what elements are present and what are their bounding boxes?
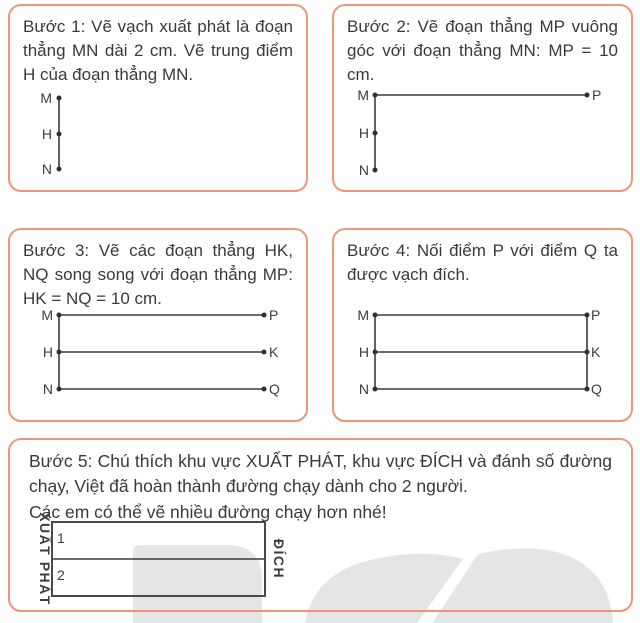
point-label-p: P	[592, 87, 602, 103]
point-label-p: P	[269, 307, 279, 323]
point-label-m: M	[41, 307, 53, 323]
point-label-k: K	[591, 344, 601, 360]
step-2-panel	[332, 4, 633, 192]
step-1-text: Bước 1: Vẽ vạch xuất phát là đoạn thẳng MN dài 2 cm. Vẽ trung điểm H của đoạn thẳng MN.	[23, 17, 293, 84]
step-2-diagram	[334, 6, 635, 194]
step-4-text: Bước 4: Nối điểm P với điểm Q ta được vạch đích.	[347, 241, 618, 284]
step-5-text: Bước 5: Chú thích khu vực XUẤT PHÁT, khu vực ĐÍCH và đánh số đường chạy, Việt đã hoàn thành đường chạy dành cho 2 người.	[29, 451, 612, 496]
lane-2-number: 2	[57, 567, 65, 583]
step-4-diagram	[334, 230, 635, 424]
step-1-panel	[8, 4, 308, 192]
start-area-label: XUẤT PHÁT	[37, 512, 53, 606]
point-label-h: H	[358, 344, 369, 360]
step-3-text: Bước 3: Vẽ các đoạn thẳng HK, NQ song song với đoạn thẳng MP: HK = NQ = 10 cm.	[23, 241, 293, 308]
point-label-n: N	[358, 381, 369, 397]
point-label-n: N	[358, 162, 369, 178]
finish-area-label: ĐÍCH	[271, 538, 287, 580]
step-2-text: Bước 2: Vẽ đoạn thẳng MP vuông góc với đoạn thẳng MN: MP = 10 cm.	[347, 17, 618, 84]
step-3-diagram	[10, 230, 310, 424]
step-5-panel	[8, 438, 633, 612]
step-5-note: Các em có thể vẽ nhiều đường chạy hơn nhé!	[29, 502, 387, 522]
point-label-m: M	[40, 90, 52, 106]
point-label-p: P	[591, 307, 601, 323]
point-label-q: Q	[591, 381, 602, 397]
step-3-panel	[8, 228, 308, 422]
point-label-k: K	[269, 344, 279, 360]
step-4-panel	[332, 228, 633, 422]
point-label-n: N	[42, 381, 53, 397]
point-label-m: M	[357, 87, 369, 103]
point-label-h: H	[41, 126, 52, 142]
point-label-n: N	[41, 161, 52, 177]
point-label-h: H	[358, 125, 369, 141]
point-label-q: Q	[269, 381, 280, 397]
point-label-h: H	[42, 344, 53, 360]
lane-1-number: 1	[57, 530, 65, 546]
running-track-diagram	[10, 440, 635, 614]
point-label-m: M	[357, 307, 369, 323]
step-1-diagram	[10, 6, 310, 194]
